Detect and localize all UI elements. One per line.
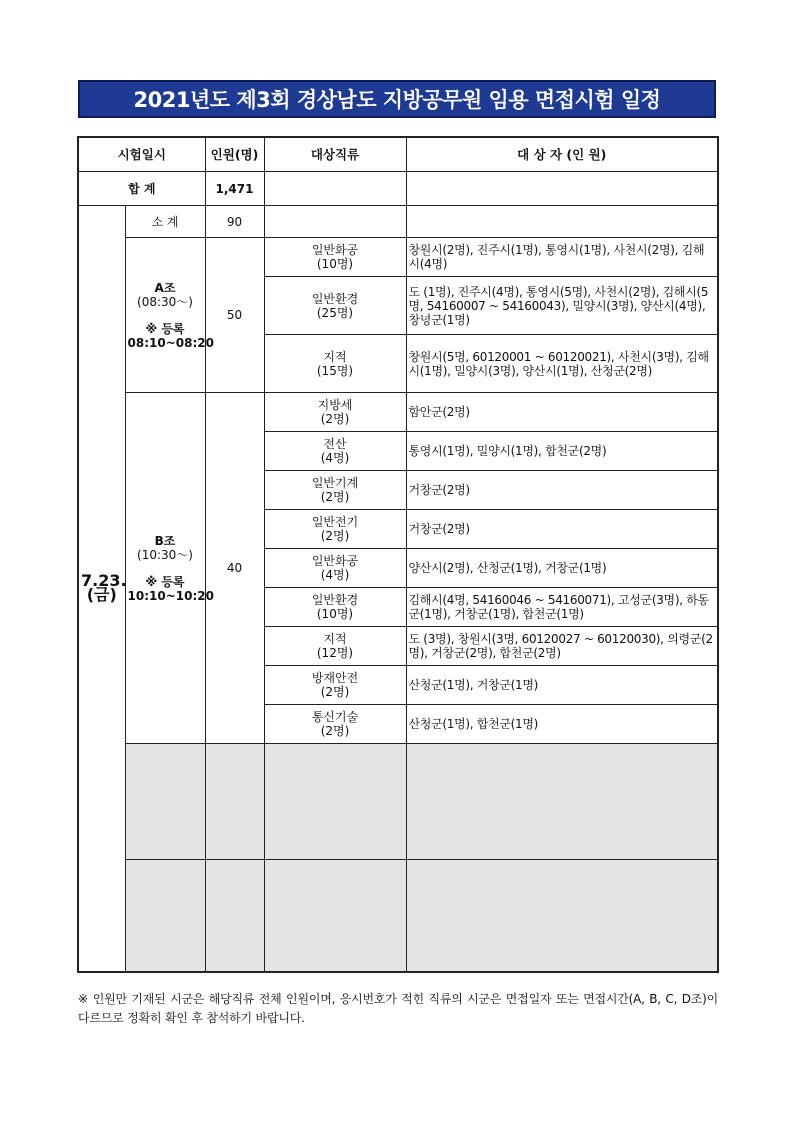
empty-cell (125, 744, 205, 860)
footnote-text: 인원만 기재된 시군은 해당직류 전체 인원이며, 응시번호가 적힌 직류의 시군은 면접일자 또는 면접시간(A, B, C, D조)이 다르므로 정확히 확인 후 참석하기 바랍니다. (78, 992, 718, 1025)
empty-cell (264, 860, 406, 972)
group-b-reg-label: ※ 등록 (145, 574, 185, 589)
header-exam-datetime: 시험일시 (78, 137, 205, 172)
job-cell: 지적 (12명) (264, 627, 406, 666)
header-targets: 대 상 자 (인 원) (406, 137, 718, 172)
total-count: 1,471 (205, 172, 264, 206)
targets-cell: 산청군(1명), 합천군(1명) (406, 705, 718, 744)
table-row (78, 393, 718, 432)
total-row (78, 172, 718, 206)
group-a-name: A조 (154, 280, 176, 295)
group-b-reg-time: 10:10~10:20 (127, 588, 214, 603)
exam-weekday: (금) (86, 585, 117, 605)
exam-date-cell (78, 206, 125, 972)
targets-cell: 통영시(1명), 밀양시(1명), 합천군(2명) (406, 432, 718, 471)
targets-cell: 창원시(2명), 진주시(1명), 통영시(1명), 사천시(2명), 김해시(4명) (406, 238, 718, 277)
job-cell: 방재안전 (2명) (264, 666, 406, 705)
group-a-reg-label: ※ 등록 (145, 321, 185, 336)
group-b-count: 40 (205, 393, 264, 744)
table-row (78, 238, 718, 277)
total-target-empty (406, 172, 718, 206)
empty-cell (406, 860, 718, 972)
targets-cell: 도 (1명), 진주시(4명), 통영시(5명), 사천시(2명), 김해시(5명, 54160007 ~ 54160043), 밀양시(3명), 양산시(4명), 창녕군(1명) (406, 277, 718, 335)
subtotal-target-empty (406, 206, 718, 238)
page-title: 2021년도 제3회 경상남도 지방공무원 임용 면접시험 일정 (78, 80, 716, 118)
total-job-empty (264, 172, 406, 206)
group-b-time: (10:30～) (137, 547, 193, 562)
subtotal-label: 소 계 (125, 206, 205, 238)
header-job-category: 대상직류 (264, 137, 406, 172)
job-cell: 전산 (4명) (264, 432, 406, 471)
subtotal-row (78, 206, 718, 238)
footnote (78, 990, 718, 1028)
header-row (78, 137, 718, 172)
footnote-mark: ※ (78, 992, 89, 1006)
group-a-time: (08:30～) (137, 294, 193, 309)
empty-cell (205, 860, 264, 972)
subtotal-job-empty (264, 206, 406, 238)
exam-date: 7.23. (81, 571, 127, 591)
targets-cell: 거창군(2명) (406, 471, 718, 510)
job-cell: 일반전기 (2명) (264, 510, 406, 549)
group-a-cell (125, 238, 214, 393)
subtotal-count: 90 (205, 206, 264, 238)
job-cell: 지방세 (2명) (264, 393, 406, 432)
job-cell: 일반환경 (25명) (264, 277, 406, 335)
job-cell: 일반화공 (4명) (264, 549, 406, 588)
job-cell: 지적 (15명) (264, 335, 406, 393)
group-b-cell (125, 393, 214, 744)
targets-cell: 도 (3명), 창원시(3명, 60120027 ~ 60120030), 의령군(2명), 거창군(2명), 합천군(2명) (406, 627, 718, 666)
group-a-count: 50 (205, 238, 264, 393)
group-b-name: B조 (154, 533, 176, 548)
empty-cell (406, 744, 718, 860)
targets-cell: 창원시(5명, 60120001 ~ 60120021), 사천시(3명), 김해시(1명), 밀양시(3명), 양산시(1명), 산청군(2명) (406, 335, 718, 393)
targets-cell: 거창군(2명) (406, 510, 718, 549)
total-label: 합 계 (78, 172, 205, 206)
targets-cell: 김해시(4명, 54160046 ~ 54160071), 고성군(3명), 하동군(1명), 거창군(1명), 합천군(1명) (406, 588, 718, 627)
job-cell: 일반화공 (10명) (264, 238, 406, 277)
job-cell: 일반기계 (2명) (264, 471, 406, 510)
job-cell: 통신기술 (2명) (264, 705, 406, 744)
header-count: 인원(명) (205, 137, 264, 172)
empty-row (78, 860, 718, 972)
schedule-table (77, 136, 719, 973)
targets-cell: 함안군(2명) (406, 393, 718, 432)
targets-cell: 양산시(2명), 산청군(1명), 거창군(1명) (406, 549, 718, 588)
empty-cell (125, 860, 205, 972)
group-a-reg-time: 08:10~08:20 (127, 335, 214, 350)
job-cell: 일반환경 (10명) (264, 588, 406, 627)
targets-cell: 산청군(1명), 거창군(1명) (406, 666, 718, 705)
empty-cell (264, 744, 406, 860)
empty-row (78, 744, 718, 860)
empty-cell (205, 744, 264, 860)
